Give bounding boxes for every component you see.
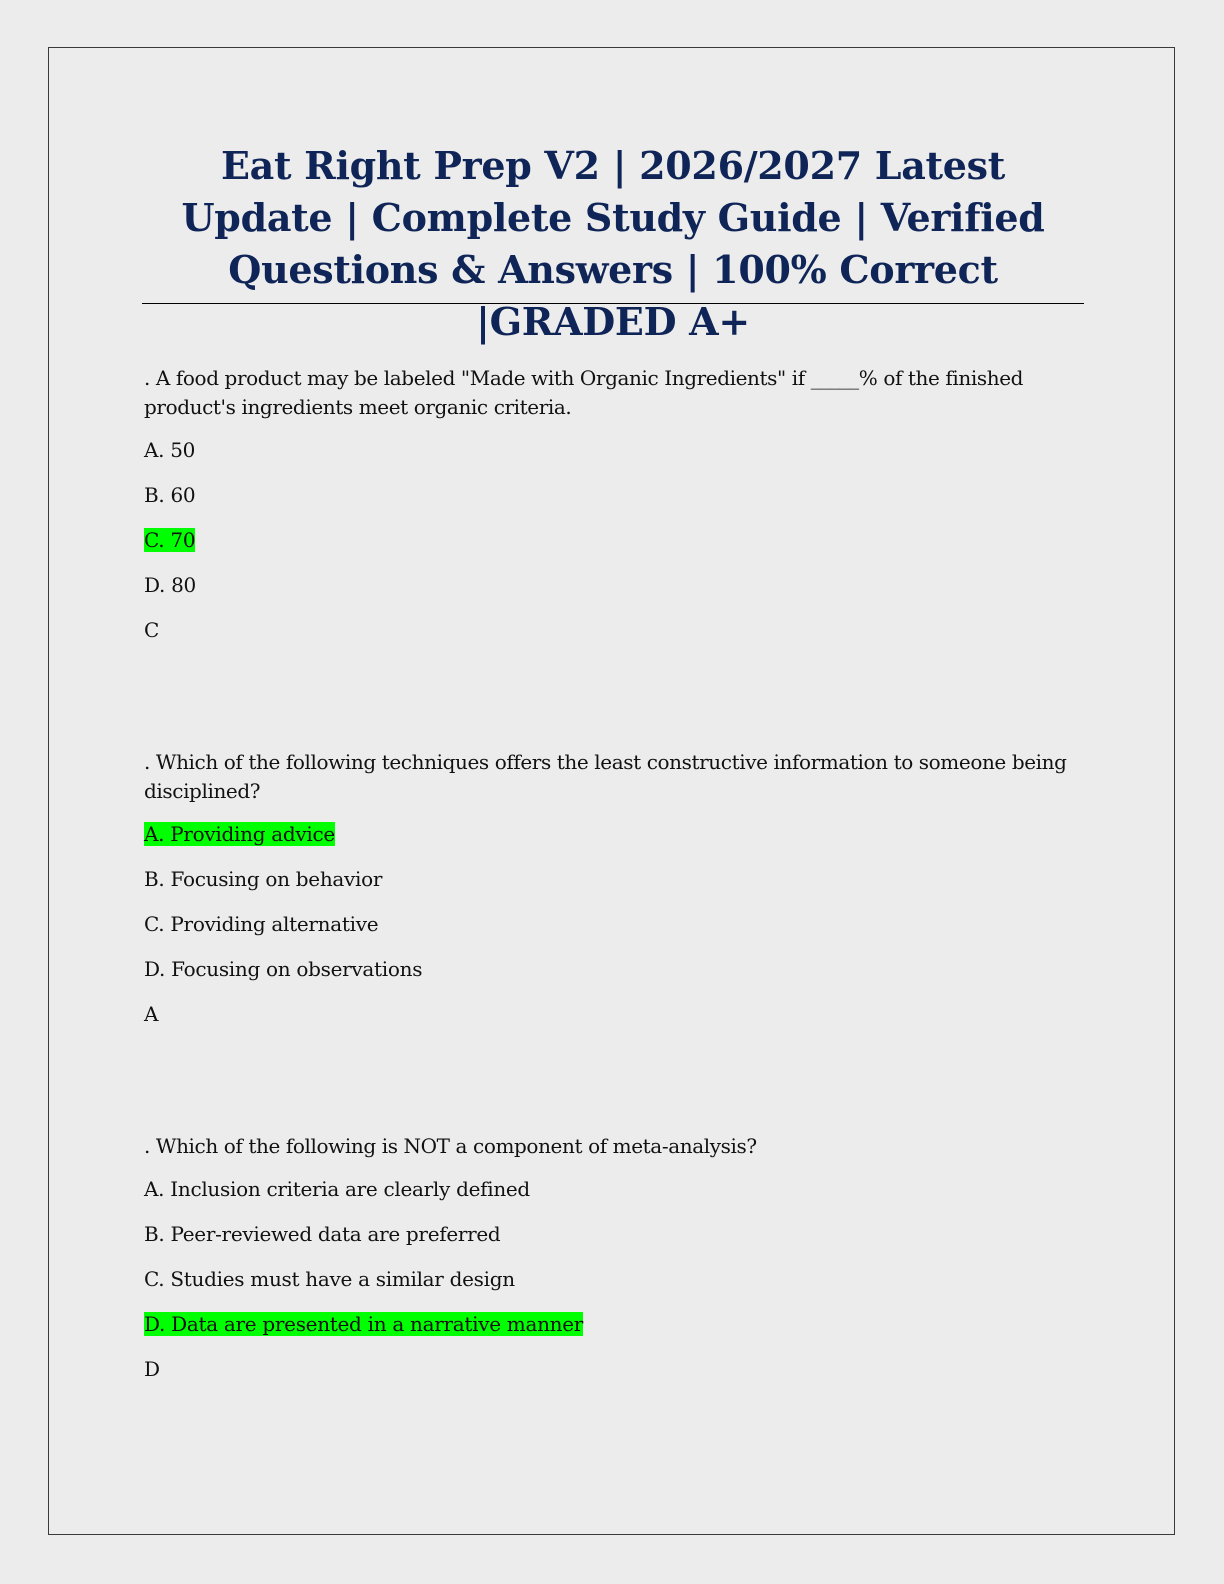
question-text: . Which of the following techniques offers the least constructive information to someone being disciplined? xyxy=(144,750,1067,803)
option-label: B. 60 xyxy=(144,483,196,507)
answer-option-correct xyxy=(144,1310,1084,1339)
question-item xyxy=(144,364,1084,645)
option-label: B. Focusing on behavior xyxy=(144,867,383,891)
question-item xyxy=(144,1132,1084,1384)
option-label: B. Peer-reviewed data are preferred xyxy=(144,1222,501,1246)
question-text: . A food product may be labeled "Made with Organic Ingredients" if _____% of the finished product's ingredients meet organic criteria. xyxy=(144,366,1024,419)
questions-list xyxy=(144,364,1084,1384)
answer-option-correct xyxy=(144,820,1084,849)
answer-key: D xyxy=(144,1357,161,1381)
answer-option xyxy=(144,1175,1084,1204)
option-label: D. 80 xyxy=(144,573,196,597)
question-text: . Which of the following is NOT a component of meta-analysis? xyxy=(144,1134,757,1158)
option-label: D. Focusing on observations xyxy=(144,957,423,981)
option-label: C. Studies must have a similar design xyxy=(144,1267,515,1291)
correct-option-highlight: C. 70 xyxy=(144,528,196,552)
answer-option-correct xyxy=(144,526,1084,555)
option-label: A. Inclusion criteria are clearly defined xyxy=(144,1177,530,1201)
correct-option-highlight: A. Providing advice xyxy=(144,822,335,846)
answer-option xyxy=(144,436,1084,465)
answer-key: A xyxy=(144,1002,159,1026)
answer-option xyxy=(144,1220,1084,1249)
document-title: Eat Right Prep V2 | 2026/2027 Latest Update | Complete Study Guide | Verified Questions & Answers | 100% Correct |GRADED A+ xyxy=(181,143,1045,344)
correct-option-highlight: D. Data are presented in a narrative manner xyxy=(144,1312,584,1336)
answer-option xyxy=(144,910,1084,939)
answer-key: C xyxy=(144,618,160,642)
option-label: C. Providing alternative xyxy=(144,912,379,936)
answer-option xyxy=(144,571,1084,600)
answer-option xyxy=(144,1265,1084,1294)
question-spacer xyxy=(144,1029,1084,1132)
question-spacer xyxy=(144,645,1084,748)
option-label: A. 50 xyxy=(144,438,196,462)
answer-option xyxy=(144,865,1084,894)
question-item xyxy=(144,748,1084,1029)
answer-option xyxy=(144,955,1084,984)
title-divider xyxy=(142,303,1084,304)
answer-option xyxy=(144,481,1084,510)
